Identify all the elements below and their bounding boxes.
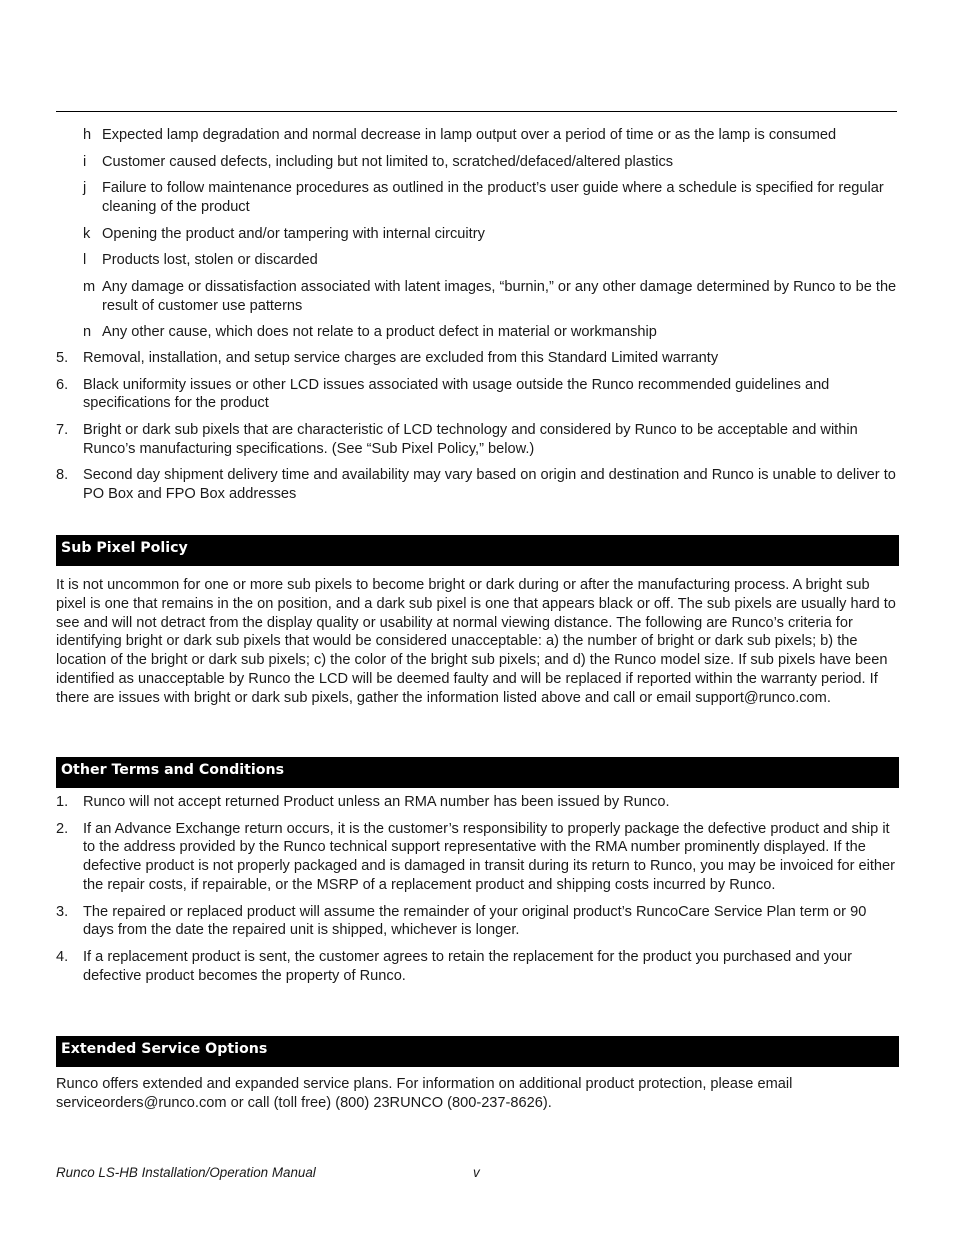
list-item <box>56 466 898 504</box>
footer-page-number: v <box>473 1165 480 1180</box>
list-item-text: Bright or dark sub pixels that are characteristic of LCD technology and considered by Runco to be acceptable and within Runco’s manufacturing specifications. (See “Sub Pixel Policy,” below.) <box>83 421 858 457</box>
list-marker: 2. <box>56 820 69 837</box>
list-item-text: Any other cause, which does not relate to a product defect in material or workmanship <box>102 324 657 341</box>
list-item <box>56 349 898 368</box>
list-item <box>56 153 898 172</box>
list-item-text: Products lost, stolen or discarded <box>102 252 318 269</box>
list-marker: h <box>83 127 92 143</box>
exclusions-sub-list <box>56 126 898 350</box>
list-marker: 5. <box>56 350 69 366</box>
extended-service-body: Runco offers extended and expanded service plans. For information on additional product protection, please email serviceorders@runco.com or call (toll free) (800) 23RUNCO (800-237-8626). <box>56 1076 793 1111</box>
list-item-text: The repaired or replaced product will assume the remainder of your original product’s RuncoCare Service Plan term or 90 days from the date the repaired unit is shipped, whichever is longer. <box>83 903 867 939</box>
list-marker: 7. <box>56 421 69 438</box>
exclusions-numbered-list <box>56 349 898 512</box>
sub-pixel-policy-body: It is not uncommon for one or more sub pixels to become bright or dark during or after the manufacturing process. A bright sub pixel is one that remains in the on position, and a dark sub pixel is one that appears black or off. The sub pixels are usually hard to see and will not detract from the display quality or usability at normal viewing distance. The following are Runco’s criteria for identifying bright or dark sub pixels that would be considered unacceptable: a) the number of bright or dark sub pixels; b) the location of the bright or dark sub pixels; c) the color of the bright sub pixels; and d) the Runco model size. If sub pixels have been identified as unacceptable by Runco the LCD will be deemed faulty and will be replaced if reported within the warranty period. If there are issues with bright or dark sub pixels, gather the information listed above and call or email support@runco.com. <box>56 577 896 706</box>
list-item-text: Runco will not accept returned Product unless an RMA number has been issued by Runco. <box>83 794 670 810</box>
list-item <box>56 376 898 414</box>
section-heading-extended-service: Extended Service Options <box>56 1036 899 1067</box>
list-item <box>56 278 898 316</box>
list-marker: 6. <box>56 376 69 393</box>
list-marker: j <box>83 180 87 197</box>
list-marker: 8. <box>56 467 69 484</box>
list-item <box>56 820 898 895</box>
list-item-text: Black uniformity issues or other LCD issues associated with usage outside the Runco recommended guidelines and specifications for the product <box>83 376 830 412</box>
section-heading-sub-pixel-policy: Sub Pixel Policy <box>56 535 899 566</box>
section-heading-other-terms: Other Terms and Conditions <box>56 757 899 788</box>
list-item-text: Second day shipment delivery time and availability may vary based on origin and destination and Runco is unable to deliver to PO Box and FPO Box addresses <box>83 467 896 503</box>
list-marker: l <box>83 252 87 269</box>
list-item-text: Opening the product and/or tampering with internal circuitry <box>102 225 485 242</box>
list-item-text: Any damage or dissatisfaction associated with latent images, “burnin,” or any other damage determined by Runco to be the result of customer use patterns <box>102 278 897 314</box>
list-item-text: Failure to follow maintenance procedures as outlined in the product’s user guide where a schedule is specified for regular cleaning of the product <box>102 180 884 215</box>
list-marker: 1. <box>56 794 69 810</box>
list-item <box>56 903 898 941</box>
list-marker: m <box>83 278 96 295</box>
list-item-text: Removal, installation, and setup service charges are excluded from this Standard Limited warranty <box>83 350 719 366</box>
list-item <box>56 323 898 342</box>
list-item <box>56 225 898 244</box>
footer-manual-title: Runco LS-HB Installation/Operation Manual <box>56 1165 316 1180</box>
list-item-text: If a replacement product is sent, the customer agrees to retain the replacement for the product you purchased and your defective product becomes the property of Runco. <box>83 948 853 984</box>
list-marker: 4. <box>56 948 69 965</box>
list-item <box>56 793 898 812</box>
list-item-text: Customer caused defects, including but not limited to, scratched/defaced/altered plastics <box>102 153 674 170</box>
list-marker: 3. <box>56 903 69 920</box>
list-marker: k <box>83 225 91 242</box>
list-marker: n <box>83 324 92 341</box>
list-item-text: Expected lamp degradation and normal decrease in lamp output over a period of time or as the lamp is consumed <box>102 127 837 143</box>
list-item <box>56 251 898 270</box>
list-item <box>56 421 898 459</box>
list-item <box>56 948 898 986</box>
list-marker: i <box>83 153 87 170</box>
header-rule <box>56 111 897 112</box>
other-terms-list <box>56 793 898 993</box>
list-item <box>56 179 898 217</box>
list-item <box>56 126 898 145</box>
list-item-text: If an Advance Exchange return occurs, it is the customer’s responsibility to properly package the defective product and ship it to the address provided by the Runco technical support representative with the RMA number prominently displayed. If the defective product is not properly packaged and is damaged in transit during its return to Runco, you may be invoiced for either the repair costs, if repairable, or the MSRP of a replacement product and shipping costs incurred by Runco. <box>83 820 896 893</box>
